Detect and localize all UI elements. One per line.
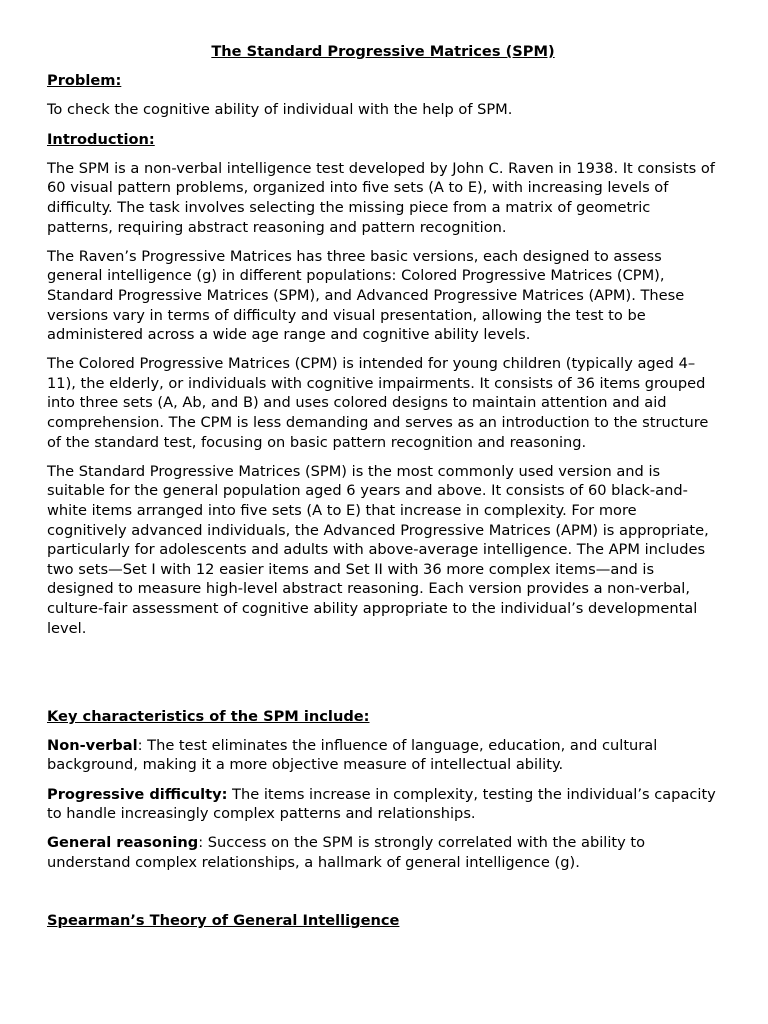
key-item-progressive-difficulty xyxy=(47,785,719,824)
intro-paragraph-4: The Standard Progressive Matrices (SPM) is the most commonly used version and is suitable for the general population aged 6 years and above. It consists of 60 black-and-white items arranged into five sets (A to E) that increase in complexity. For more cognitively advanced individuals, the Advanced Progressive Matrices (APM) is appropriate, particularly for adolescents and adults with above-average intelligence. The APM includes two sets—Set I with 12 easier items and Set II with 36 more complex items—and is designed to measure high-level abstract reasoning. Each version provides a non-verbal, culture-fair assessment of cognitive ability appropriate to the individual’s developmental level. xyxy=(47,462,709,637)
intro-paragraph-1: The SPM is a non-verbal intelligence test developed by John C. Raven in 1938. It consists of 60 visual pattern problems, organized into five sets (A to E), with increasing levels of difficulty. The task involves selecting the missing piece from a matrix of geometric patterns, requiring abstract reasoning and pattern recognition. xyxy=(47,159,715,236)
key-characteristics-heading: Key characteristics of the SPM include: xyxy=(47,707,370,725)
key-item-separator: : xyxy=(198,834,204,852)
key-item-separator: : xyxy=(137,736,143,754)
intro-paragraph-3: The Colored Progressive Matrices (CPM) is intended for young children (typically aged 4–11), the elderly, or individuals with cognitive impairments. It consists of 36 items grouped into three sets (A, Ab, and B) and uses colored designs to maintain attention and aid comprehension. The CPM is less demanding and serves as an introduction to the structure of the standard test, focusing on basic pattern recognition and reasoning. xyxy=(47,355,709,451)
key-item-general-reasoning xyxy=(47,833,719,872)
spearman-heading: Spearman’s Theory of General Intelligence xyxy=(47,912,400,930)
document-page xyxy=(47,42,719,940)
key-item-term: General reasoning xyxy=(47,834,199,852)
intro-paragraph-2: The Raven’s Progressive Matrices has three basic versions, each designed to assess general intelligence (g) in different populations: Colored Progressive Matrices (CPM), Standard Progressive Matrices (SPM), and Advanced Progressive Matrices (APM). These versions vary in terms of difficulty and visual presentation, allowing the test to be administered across a wide age range and cognitive ability levels. xyxy=(47,247,685,344)
key-item-term: Non-verbal xyxy=(47,736,138,754)
blank-space xyxy=(47,648,719,707)
key-item-text: Success on the SPM is strongly correlated with the ability to understand complex relationships, a hallmark of general intelligence (g). xyxy=(47,834,646,871)
document-title: The Standard Progressive Matrices (SPM) xyxy=(211,43,555,60)
problem-heading: Problem: xyxy=(47,72,122,90)
problem-text: To check the cognitive ability of individual with the help of SPM. xyxy=(47,101,513,119)
introduction-heading: Introduction: xyxy=(47,130,155,148)
blank-space xyxy=(47,882,719,911)
key-item-text: The test eliminates the influence of language, education, and cultural background, making it a more objective measure of intellectual ability. xyxy=(47,736,658,774)
key-item-term: Progressive difficulty: xyxy=(47,785,228,803)
key-item-text: The items increase in complexity, testing the individual’s capacity to handle increasingly complex patterns and relationships. xyxy=(47,785,716,823)
key-item-non-verbal xyxy=(47,736,719,775)
